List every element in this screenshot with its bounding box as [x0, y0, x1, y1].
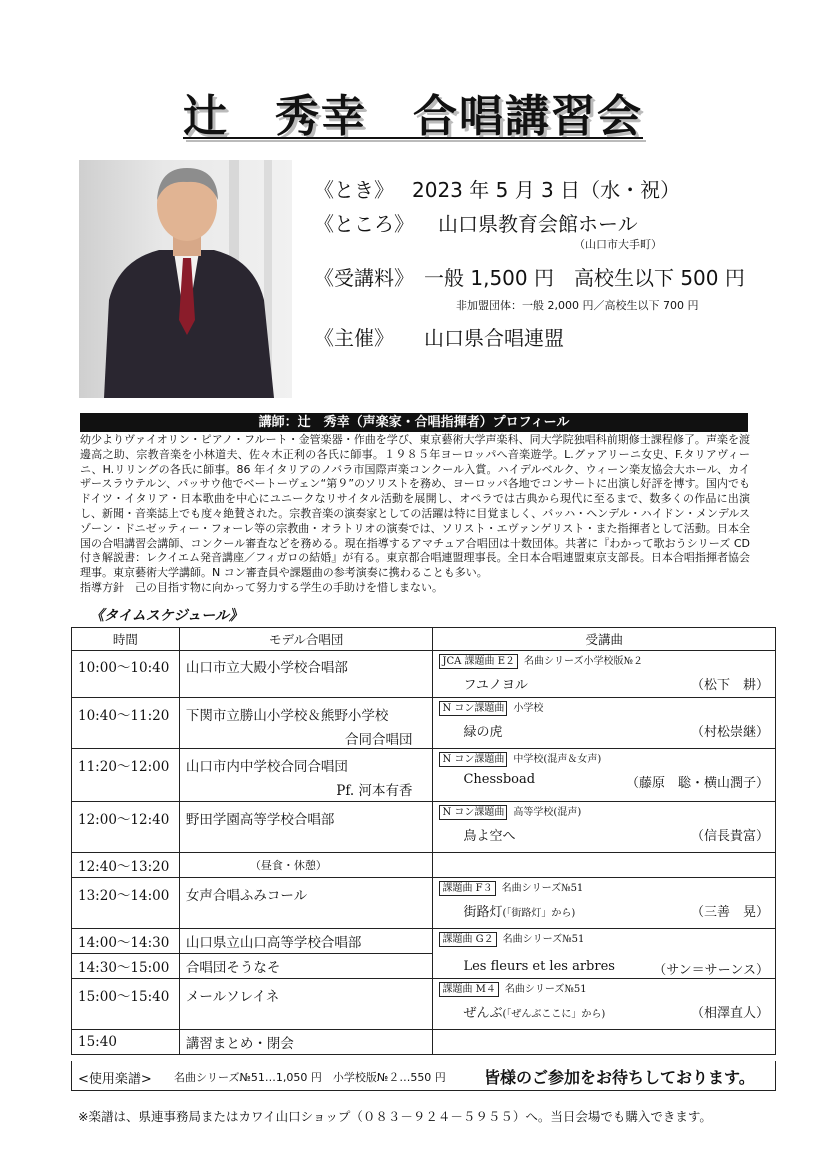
- table-row: [72, 749, 776, 802]
- song-tag: JCA 課題曲 E２: [439, 654, 518, 669]
- table-row: [72, 802, 776, 853]
- row-time: 12:00～12:40: [72, 802, 180, 853]
- table-row: [72, 979, 776, 1030]
- row-choir: 野田学園高等学校合唱部: [179, 802, 433, 853]
- row-choir: 山口県立山口高等学校合唱部: [179, 929, 433, 954]
- song-title: Les fleurs et les arbres: [463, 959, 615, 974]
- score-detail: 名曲シリーズ№51…1,050 円 小学校版№２…550 円: [174, 1071, 446, 1084]
- score-label: <使用楽譜>: [78, 1072, 152, 1087]
- row-time: 11:20～12:00: [72, 749, 180, 802]
- profile-header: 講師：辻 秀幸（声楽家・合唱指揮者）プロフィール: [80, 413, 748, 432]
- song-composer: （松下 耕）: [690, 678, 769, 693]
- song-subnote: (「ぜんぶここに」から): [502, 1009, 606, 1020]
- welcome-message: 皆様のご参加をお待ちしております。: [484, 1068, 755, 1087]
- table-row: [72, 878, 776, 929]
- schedule-heading: 《タイムスケジュール》: [90, 608, 243, 624]
- row-choir: 山口市内中学校合同合唱団: [185, 759, 348, 775]
- row-time: 14:30～15:00: [72, 954, 180, 979]
- footnote: ※楽譜は、県連事務局またはカワイ山口ショップ（０８３－９２４－５９５５）へ。当日会場でも購入できます。: [78, 1109, 712, 1124]
- song-composer: （相澤直人）: [690, 1006, 769, 1021]
- song-note: 名曲シリーズ№51: [502, 934, 585, 945]
- row-choir: 講習まとめ・閉会: [179, 1030, 433, 1055]
- song-composer: （三善 晃）: [690, 905, 769, 920]
- header-time: 時間: [72, 628, 180, 651]
- row-time: 10:40～11:20: [72, 698, 180, 749]
- song-title: フユノヨル: [463, 678, 528, 693]
- header-song: 受講曲: [433, 628, 776, 651]
- schedule-table: [71, 627, 776, 1055]
- row-choir: 合唱団そうなそ: [179, 954, 433, 979]
- row-time: 15:40: [72, 1030, 180, 1055]
- song-tag: N コン課題曲: [439, 701, 507, 716]
- row-choir: 下関市立勝山小学校＆熊野小学校: [185, 708, 389, 724]
- table-row: [72, 698, 776, 749]
- song-composer: （村松崇継）: [690, 725, 769, 740]
- song-tag: N コン課題曲: [439, 752, 507, 767]
- row-time: 15:00～15:40: [72, 979, 180, 1030]
- song-note: 名曲シリーズ№51: [501, 883, 584, 894]
- song-composer: （サン＝サーンス）: [653, 963, 769, 978]
- song-note: 小学校: [513, 703, 544, 714]
- row-choir: （昼食・休憩）: [179, 853, 433, 878]
- host-label: 《主催》: [314, 326, 394, 350]
- date-label: 《とき》: [314, 178, 394, 202]
- row-choir: 女声合唱ふみコール: [179, 878, 433, 929]
- table-row: [72, 1030, 776, 1055]
- table-row: [72, 853, 776, 878]
- profile-text: [80, 433, 750, 596]
- fee-value: 一般 1,500 円 高校生以下 500 円: [424, 266, 745, 290]
- table-row: [72, 651, 776, 698]
- song-title: 街路灯: [463, 905, 503, 920]
- row-time: 14:00～14:30: [72, 929, 180, 954]
- date-value: 2023 年 5 月 3 日（水・祝）: [412, 178, 681, 202]
- song-note: 中学校(混声＆女声): [513, 754, 602, 765]
- song-tag: N コン課題曲: [439, 805, 507, 820]
- table-row: [72, 929, 776, 954]
- place-value: 山口県教育会館ホール: [438, 212, 638, 236]
- song-note: 高等学校(混声): [513, 807, 582, 818]
- song-subnote: (「街路灯」から): [502, 908, 576, 919]
- score-info-row: [71, 1061, 776, 1091]
- row-choir: メールソレイネ: [179, 979, 433, 1030]
- song-note: 名曲シリーズ小学校版№２: [524, 656, 643, 667]
- row-choir-sub: Pf. 河本有香: [336, 783, 413, 799]
- page-title: 辻 秀幸 合唱講習会: [183, 91, 643, 142]
- profile-body: 幼少よりヴァイオリン・ピアノ・フルート・金管楽器・作曲を学び、東京藝術大学声楽科、同大学院独唱科前期修士課程修了。声楽を渡邊高之助、宗教音楽を小林道夫、佐々木正利の各氏に師事。１９８５年ヨーロッパへ音楽遊学。L.グァアリーニ女史、F.タリアヴィーニ、H.リリングの各氏に師事。86 年イタリアのノバラ市国際声楽コンクール入賞。ハイデルベルク、ウィーン楽友協会大ホール、カイザースラウテルン、パッサウ他でベートーヴェン“第９”のソリストを務め、ヨーロッパ各地でコンサートに出演し好評を博す。国内でもドイツ・イタリア・日本歌曲を中心にユニークなリサイタル活動を展開し、オペラでは古典から現代に至るまで、数多くの作品に出演し、新聞・音楽誌上でも度々絶賛された。宗教音楽の演奏家としての活躍は特に目覚ましく、バッハ・ヘンデル・ハイドン・メンデルスゾーン・ドニゼッティー・フォーレ等の宗教曲・オラトリオの演奏では、ソリスト・エヴァンゲリスト・また指揮者として活動。日本全国の合唱講習会講師、コンクール審査などを務める。現在指導するアマチュア合唱団は十数団体。共著に『わかって歌おうシリーズ CD 付き解説書：レクイエム発音講座／フィガロの結婚』が有る。東京都合唱連盟理事長。全日本合唱連盟東京支部長。日本合唱指揮者協会理事。東京藝術大学講師。N コン審査員や課題曲の参考演奏に携わることも多い。: [80, 433, 750, 580]
- profile-motto: 指導方針 己の目指す物に向かって努力する学生の手助けを惜しまない。: [80, 580, 443, 594]
- row-time: 12:40～13:20: [72, 853, 180, 878]
- place-note: （山口市大手町）: [574, 238, 662, 251]
- fee-label: 《受講料》: [314, 266, 414, 290]
- song-tag: 課題曲 F３: [439, 881, 495, 896]
- table-header-row: [72, 628, 776, 651]
- row-choir-sub: 合同合唱団: [344, 732, 413, 748]
- header-choir: モデル合唱団: [179, 628, 433, 651]
- song-composer: （藤原 聡・横山潤子）: [625, 776, 769, 791]
- song-title: Chessboad: [463, 772, 536, 787]
- row-time: 10:00～10:40: [72, 651, 180, 698]
- lecturer-photo: [79, 160, 292, 398]
- song-composer: （信長貴富）: [690, 829, 769, 844]
- host-value: 山口県合唱連盟: [424, 326, 564, 350]
- fee-note: 非加盟団体：一般 2,000 円／高校生以下 700 円: [456, 299, 699, 312]
- song-title: ぜんぶ: [463, 1006, 503, 1021]
- place-label: 《ところ》: [314, 212, 414, 236]
- song-note: 名曲シリーズ№51: [504, 984, 587, 995]
- song-tag: 課題曲 M４: [439, 982, 498, 997]
- row-choir: 山口市立大殿小学校合唱部: [179, 651, 433, 698]
- row-time: 13:20～14:00: [72, 878, 180, 929]
- song-title: 緑の虎: [463, 725, 503, 740]
- song-tag: 課題曲 G２: [439, 932, 496, 947]
- song-title: 鳥よ空へ: [463, 829, 516, 844]
